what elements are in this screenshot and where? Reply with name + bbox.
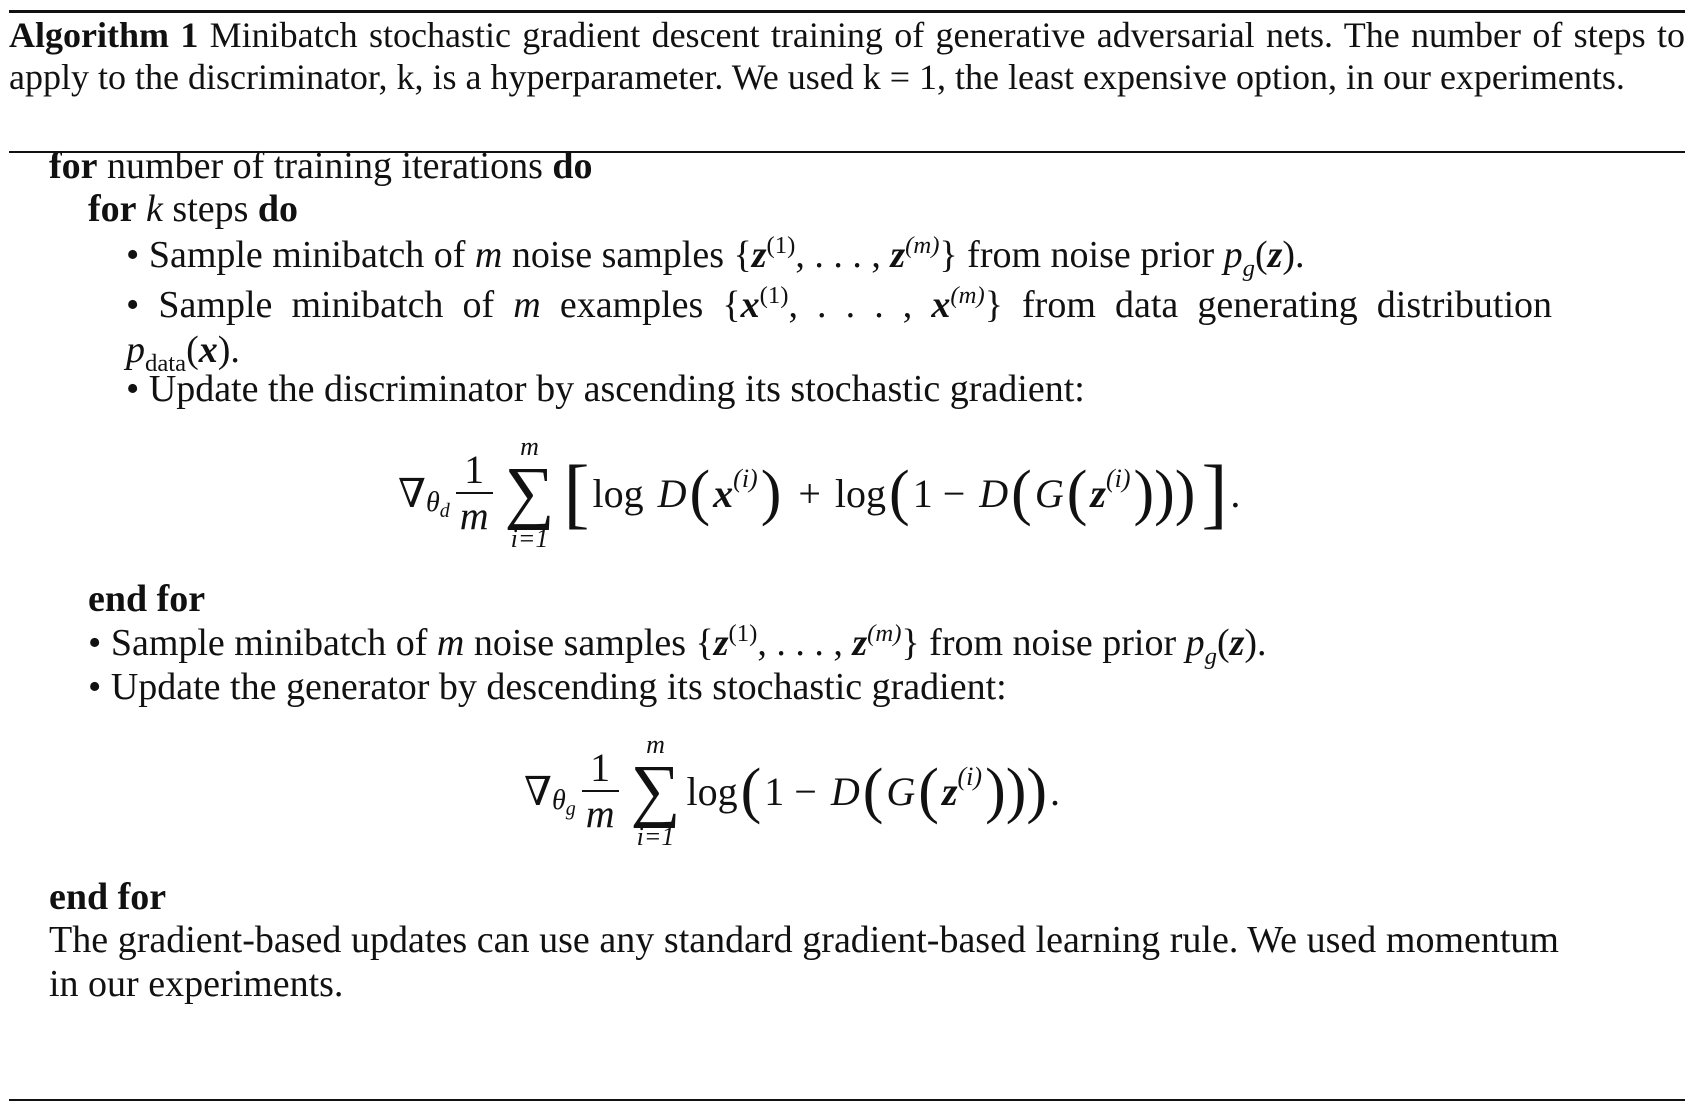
outer-loop-header: for number of training iterations do [49,145,593,187]
inner-loop-end: end for [88,578,206,620]
footer-note: The gradient-based updates can use any standard gradient-based learning rule. We used momentum in our experiments. [49,919,1559,1005]
step-update-discriminator: • Update the discriminator by ascending its stochastic gradient: [126,368,1085,410]
top-rule [9,10,1685,13]
step-sample-noise-inner: • Sample minibatch of m noise samples {$z^{(1)}$, . . . , $z^{(m)}$} from noise prior $p_g(z)$. [126,232,1305,282]
generator-gradient-equation: ∇ θ g $\frac{1}{m}$ m ∑ i=1 log ( 1 − D ( G ( z $^{(i)}$ ))) . [524,730,1061,851]
discriminator-gradient-equation: ∇ θ d $\frac{1}{m}$ m ∑ i=1 [ log D ( x $^{(i)}$ ) + log ( 1 − D ( G ( z $^{(i)}$ ))) ] . [398,432,1241,553]
step-sample-data: • Sample minibatch of m examples {$x^{(1)}$, . . . , $x^{(m)}$} from data generating distribution [126,282,1553,326]
step-sample-data-cont: $p_{data}(x)$. [126,329,240,377]
step-update-generator: • Update the generator by descending its stochastic gradient: [88,666,1007,708]
caption-text: Minibatch stochastic gradient descent training of generative adversarial nets. The number of steps to apply to the discriminator, k, is a hyperparameter. We used k = 1, the least expensive option, in our experiments. [9,15,1685,97]
bottom-rule [9,1099,1685,1101]
inner-loop-header: for k steps do [88,188,299,230]
algorithm-label: Algorithm 1 [9,15,199,55]
step-sample-noise-outer: • Sample minibatch of m noise samples {$z^{(1)}$, . . . , $z^{(m)}$} from noise prior $p_g(z)$. [88,620,1267,670]
algorithm-caption [9,14,1685,98]
outer-loop-end: end for [49,876,167,918]
